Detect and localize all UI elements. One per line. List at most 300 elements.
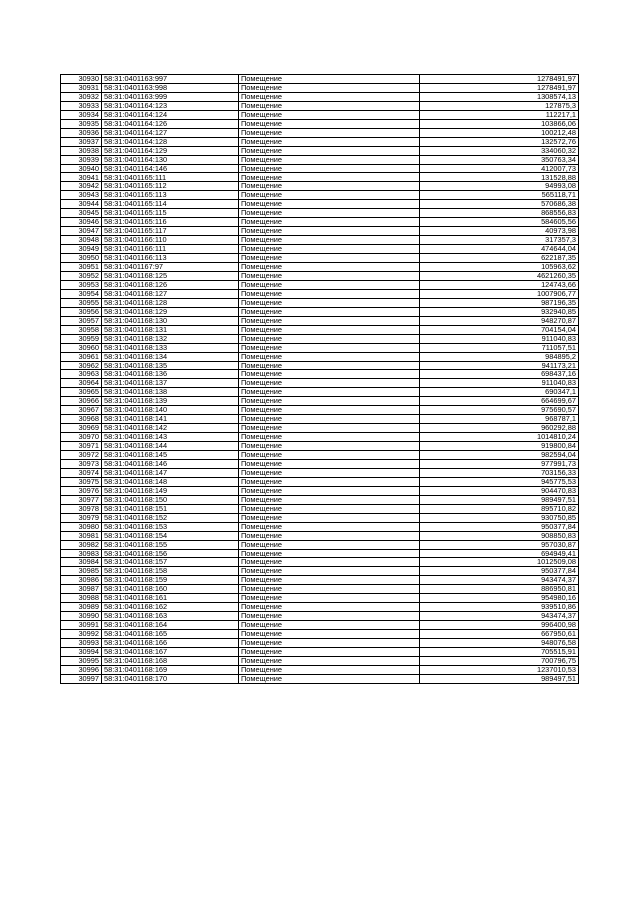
cadastral-number-cell: 58:31:0401163:997 — [102, 75, 239, 84]
object-type-cell: Помещение — [239, 361, 420, 370]
row-number-cell: 30995 — [61, 656, 102, 665]
cadastral-number-cell: 58:31:0401164:146 — [102, 164, 239, 173]
table-row — [61, 486, 579, 495]
table-row — [61, 585, 579, 594]
value-cell: 943474,37 — [420, 576, 579, 585]
cadastral-number-cell: 58:31:0401168:167 — [102, 648, 239, 657]
value-cell: 132572,76 — [420, 137, 579, 146]
row-number-cell: 30982 — [61, 540, 102, 549]
value-cell: 987196,35 — [420, 298, 579, 307]
table-row — [61, 397, 579, 406]
table-row — [61, 459, 579, 468]
object-type-cell: Помещение — [239, 603, 420, 612]
table-row — [61, 128, 579, 137]
table-row — [61, 656, 579, 665]
row-number-cell: 30936 — [61, 128, 102, 137]
object-type-cell: Помещение — [239, 549, 420, 558]
object-type-cell: Помещение — [239, 155, 420, 164]
cadastral-number-cell: 58:31:0401168:128 — [102, 298, 239, 307]
row-number-cell: 30952 — [61, 271, 102, 280]
value-cell: 105963,62 — [420, 263, 579, 272]
table-row — [61, 155, 579, 164]
cadastral-number-cell: 58:31:0401168:159 — [102, 576, 239, 585]
cadastral-number-cell: 58:31:0401164:129 — [102, 146, 239, 155]
row-number-cell: 30979 — [61, 513, 102, 522]
object-type-cell: Помещение — [239, 594, 420, 603]
cadastral-number-cell: 58:31:0401168:153 — [102, 522, 239, 531]
object-type-cell: Помещение — [239, 630, 420, 639]
value-cell: 703156,33 — [420, 468, 579, 477]
row-number-cell: 30970 — [61, 433, 102, 442]
row-number-cell: 30933 — [61, 101, 102, 110]
row-number-cell: 30949 — [61, 245, 102, 254]
value-cell: 886950,81 — [420, 585, 579, 594]
row-number-cell: 30955 — [61, 298, 102, 307]
table-row — [61, 415, 579, 424]
cadastral-number-cell: 58:31:0401164:123 — [102, 101, 239, 110]
object-type-cell: Помещение — [239, 567, 420, 576]
object-type-cell: Помещение — [239, 137, 420, 146]
registry-table-body — [61, 75, 579, 684]
value-cell: 334060,32 — [420, 146, 579, 155]
row-number-cell: 30935 — [61, 119, 102, 128]
row-number-cell: 30985 — [61, 567, 102, 576]
object-type-cell: Помещение — [239, 576, 420, 585]
row-number-cell: 30950 — [61, 254, 102, 263]
table-row — [61, 182, 579, 191]
object-type-cell: Помещение — [239, 164, 420, 173]
table-row — [61, 665, 579, 674]
table-row — [61, 370, 579, 379]
table-row — [61, 648, 579, 657]
value-cell: 977991,73 — [420, 459, 579, 468]
object-type-cell: Помещение — [239, 245, 420, 254]
row-number-cell: 30938 — [61, 146, 102, 155]
value-cell: 941173,21 — [420, 361, 579, 370]
object-type-cell: Помещение — [239, 468, 420, 477]
cadastral-number-cell: 58:31:0401168:158 — [102, 567, 239, 576]
table-row — [61, 298, 579, 307]
object-type-cell: Помещение — [239, 227, 420, 236]
cadastral-number-cell: 58:31:0401168:134 — [102, 352, 239, 361]
row-number-cell: 30942 — [61, 182, 102, 191]
table-row — [61, 263, 579, 272]
value-cell: 960292,88 — [420, 424, 579, 433]
value-cell: 705515,91 — [420, 648, 579, 657]
value-cell: 474644,04 — [420, 245, 579, 254]
table-row — [61, 495, 579, 504]
object-type-cell: Помещение — [239, 92, 420, 101]
cadastral-number-cell: 58:31:0401168:133 — [102, 343, 239, 352]
value-cell: 412007,73 — [420, 164, 579, 173]
object-type-cell: Помещение — [239, 110, 420, 119]
cadastral-number-cell: 58:31:0401168:161 — [102, 594, 239, 603]
table-row — [61, 218, 579, 227]
table-row — [61, 137, 579, 146]
object-type-cell: Помещение — [239, 200, 420, 209]
table-row — [61, 173, 579, 182]
document-page — [60, 74, 578, 684]
object-type-cell: Помещение — [239, 397, 420, 406]
cadastral-number-cell: 58:31:0401168:155 — [102, 540, 239, 549]
row-number-cell: 30986 — [61, 576, 102, 585]
cadastral-number-cell: 58:31:0401168:139 — [102, 397, 239, 406]
object-type-cell: Помещение — [239, 406, 420, 415]
table-row — [61, 307, 579, 316]
cadastral-number-cell: 58:31:0401164:130 — [102, 155, 239, 164]
value-cell: 950377,84 — [420, 567, 579, 576]
table-row — [61, 191, 579, 200]
value-cell: 945775,53 — [420, 477, 579, 486]
row-number-cell: 30954 — [61, 289, 102, 298]
object-type-cell: Помещение — [239, 263, 420, 272]
object-type-cell: Помещение — [239, 101, 420, 110]
cadastral-number-cell: 58:31:0401165:114 — [102, 200, 239, 209]
table-row — [61, 477, 579, 486]
cadastral-number-cell: 58:31:0401168:131 — [102, 325, 239, 334]
row-number-cell: 30937 — [61, 137, 102, 146]
row-number-cell: 30932 — [61, 92, 102, 101]
cadastral-number-cell: 58:31:0401168:149 — [102, 486, 239, 495]
value-cell: 1278491,97 — [420, 83, 579, 92]
table-row — [61, 612, 579, 621]
cadastral-number-cell: 58:31:0401168:125 — [102, 271, 239, 280]
cadastral-number-cell: 58:31:0401168:154 — [102, 531, 239, 540]
table-row — [61, 110, 579, 119]
table-row — [61, 549, 579, 558]
cadastral-number-cell: 58:31:0401168:141 — [102, 415, 239, 424]
value-cell: 930750,85 — [420, 513, 579, 522]
object-type-cell: Помещение — [239, 513, 420, 522]
registry-table — [60, 74, 579, 684]
object-type-cell: Помещение — [239, 558, 420, 567]
cadastral-number-cell: 58:31:0401165:115 — [102, 209, 239, 218]
cadastral-number-cell: 58:31:0401168:170 — [102, 674, 239, 683]
table-row — [61, 639, 579, 648]
row-number-cell: 30957 — [61, 316, 102, 325]
cadastral-number-cell: 58:31:0401168:129 — [102, 307, 239, 316]
object-type-cell: Помещение — [239, 388, 420, 397]
table-row — [61, 558, 579, 567]
value-cell: 704154,04 — [420, 325, 579, 334]
table-row — [61, 576, 579, 585]
value-cell: 911040,83 — [420, 334, 579, 343]
table-row — [61, 236, 579, 245]
table-row — [61, 271, 579, 280]
value-cell: 948270,87 — [420, 316, 579, 325]
object-type-cell: Помещение — [239, 254, 420, 263]
value-cell: 40973,98 — [420, 227, 579, 236]
row-number-cell: 30966 — [61, 397, 102, 406]
cadastral-number-cell: 58:31:0401168:152 — [102, 513, 239, 522]
table-row — [61, 361, 579, 370]
value-cell: 904470,83 — [420, 486, 579, 495]
row-number-cell: 30971 — [61, 442, 102, 451]
value-cell: 968787,1 — [420, 415, 579, 424]
object-type-cell: Помещение — [239, 119, 420, 128]
object-type-cell: Помещение — [239, 128, 420, 137]
value-cell: 100212,48 — [420, 128, 579, 137]
table-row — [61, 101, 579, 110]
table-row — [61, 442, 579, 451]
cadastral-number-cell: 58:31:0401168:142 — [102, 424, 239, 433]
object-type-cell: Помещение — [239, 280, 420, 289]
object-type-cell: Помещение — [239, 486, 420, 495]
table-row — [61, 468, 579, 477]
row-number-cell: 30968 — [61, 415, 102, 424]
cadastral-number-cell: 58:31:0401168:163 — [102, 612, 239, 621]
table-row — [61, 343, 579, 352]
value-cell: 622187,35 — [420, 254, 579, 263]
object-type-cell: Помещение — [239, 75, 420, 84]
table-row — [61, 316, 579, 325]
value-cell: 984895,2 — [420, 352, 579, 361]
object-type-cell: Помещение — [239, 522, 420, 531]
table-row — [61, 200, 579, 209]
object-type-cell: Помещение — [239, 612, 420, 621]
cadastral-number-cell: 58:31:0401168:169 — [102, 665, 239, 674]
value-cell: 943474,37 — [420, 612, 579, 621]
object-type-cell: Помещение — [239, 585, 420, 594]
cadastral-number-cell: 58:31:0401168:140 — [102, 406, 239, 415]
row-number-cell: 30967 — [61, 406, 102, 415]
row-number-cell: 30989 — [61, 603, 102, 612]
row-number-cell: 30959 — [61, 334, 102, 343]
row-number-cell: 30974 — [61, 468, 102, 477]
cadastral-number-cell: 58:31:0401168:160 — [102, 585, 239, 594]
cadastral-number-cell: 58:31:0401164:126 — [102, 119, 239, 128]
value-cell: 124743,66 — [420, 280, 579, 289]
value-cell: 4621260,35 — [420, 271, 579, 280]
row-number-cell: 30939 — [61, 155, 102, 164]
value-cell: 570686,38 — [420, 200, 579, 209]
value-cell: 94993,08 — [420, 182, 579, 191]
row-number-cell: 30940 — [61, 164, 102, 173]
cadastral-number-cell: 58:31:0401164:128 — [102, 137, 239, 146]
value-cell: 565118,71 — [420, 191, 579, 200]
object-type-cell: Помещение — [239, 379, 420, 388]
object-type-cell: Помещение — [239, 236, 420, 245]
cadastral-number-cell: 58:31:0401168:130 — [102, 316, 239, 325]
cadastral-number-cell: 58:31:0401164:124 — [102, 110, 239, 119]
table-row — [61, 621, 579, 630]
row-number-cell: 30978 — [61, 504, 102, 513]
cadastral-number-cell: 58:31:0401163:998 — [102, 83, 239, 92]
table-row — [61, 513, 579, 522]
object-type-cell: Помещение — [239, 289, 420, 298]
object-type-cell: Помещение — [239, 325, 420, 334]
table-row — [61, 424, 579, 433]
value-cell: 690347,1 — [420, 388, 579, 397]
row-number-cell: 30930 — [61, 75, 102, 84]
value-cell: 975690,57 — [420, 406, 579, 415]
value-cell: 996400,98 — [420, 621, 579, 630]
cadastral-number-cell: 58:31:0401168:168 — [102, 656, 239, 665]
cadastral-number-cell: 58:31:0401168:145 — [102, 451, 239, 460]
cadastral-number-cell: 58:31:0401168:162 — [102, 603, 239, 612]
table-row — [61, 504, 579, 513]
row-number-cell: 30990 — [61, 612, 102, 621]
cadastral-number-cell: 58:31:0401168:135 — [102, 361, 239, 370]
value-cell: 954980,16 — [420, 594, 579, 603]
cadastral-number-cell: 58:31:0401166:110 — [102, 236, 239, 245]
value-cell: 911040,83 — [420, 379, 579, 388]
cadastral-number-cell: 58:31:0401166:111 — [102, 245, 239, 254]
object-type-cell: Помещение — [239, 352, 420, 361]
value-cell: 664699,67 — [420, 397, 579, 406]
value-cell: 112217,1 — [420, 110, 579, 119]
cadastral-number-cell: 58:31:0401168:156 — [102, 549, 239, 558]
object-type-cell: Помещение — [239, 316, 420, 325]
value-cell: 127875,3 — [420, 101, 579, 110]
object-type-cell: Помещение — [239, 307, 420, 316]
row-number-cell: 30992 — [61, 630, 102, 639]
cadastral-number-cell: 58:31:0401165:113 — [102, 191, 239, 200]
object-type-cell: Помещение — [239, 334, 420, 343]
value-cell: 957030,87 — [420, 540, 579, 549]
row-number-cell: 30964 — [61, 379, 102, 388]
object-type-cell: Помещение — [239, 424, 420, 433]
object-type-cell: Помещение — [239, 504, 420, 513]
table-row — [61, 92, 579, 101]
row-number-cell: 30977 — [61, 495, 102, 504]
table-row — [61, 245, 579, 254]
value-cell: 1012509,08 — [420, 558, 579, 567]
object-type-cell: Помещение — [239, 451, 420, 460]
row-number-cell: 30997 — [61, 674, 102, 683]
table-row — [61, 75, 579, 84]
cadastral-number-cell: 58:31:0401168:146 — [102, 459, 239, 468]
table-row — [61, 531, 579, 540]
row-number-cell: 30987 — [61, 585, 102, 594]
value-cell: 1278491,97 — [420, 75, 579, 84]
row-number-cell: 30980 — [61, 522, 102, 531]
table-row — [61, 433, 579, 442]
value-cell: 948076,58 — [420, 639, 579, 648]
object-type-cell: Помещение — [239, 433, 420, 442]
row-number-cell: 30963 — [61, 370, 102, 379]
table-row — [61, 540, 579, 549]
cadastral-number-cell: 58:31:0401168:166 — [102, 639, 239, 648]
value-cell: 989497,51 — [420, 674, 579, 683]
value-cell: 908850,83 — [420, 531, 579, 540]
value-cell: 1007906,77 — [420, 289, 579, 298]
object-type-cell: Помещение — [239, 343, 420, 352]
table-row — [61, 146, 579, 155]
object-type-cell: Помещение — [239, 83, 420, 92]
object-type-cell: Помещение — [239, 298, 420, 307]
cadastral-number-cell: 58:31:0401168:151 — [102, 504, 239, 513]
cadastral-number-cell: 58:31:0401168:127 — [102, 289, 239, 298]
cadastral-number-cell: 58:31:0401168:137 — [102, 379, 239, 388]
cadastral-number-cell: 58:31:0401168:138 — [102, 388, 239, 397]
row-number-cell: 30981 — [61, 531, 102, 540]
value-cell: 584605,56 — [420, 218, 579, 227]
table-row — [61, 674, 579, 683]
row-number-cell: 30934 — [61, 110, 102, 119]
value-cell: 317357,3 — [420, 236, 579, 245]
object-type-cell: Помещение — [239, 621, 420, 630]
cadastral-number-cell: 58:31:0401168:150 — [102, 495, 239, 504]
table-row — [61, 289, 579, 298]
cadastral-number-cell: 58:31:0401168:144 — [102, 442, 239, 451]
row-number-cell: 30965 — [61, 388, 102, 397]
table-row — [61, 630, 579, 639]
table-row — [61, 603, 579, 612]
value-cell: 868556,83 — [420, 209, 579, 218]
cadastral-number-cell: 58:31:0401167:97 — [102, 263, 239, 272]
cadastral-number-cell: 58:31:0401166:113 — [102, 254, 239, 263]
value-cell: 711057,51 — [420, 343, 579, 352]
value-cell: 700796,75 — [420, 656, 579, 665]
object-type-cell: Помещение — [239, 531, 420, 540]
table-row — [61, 325, 579, 334]
cadastral-number-cell: 58:31:0401165:111 — [102, 173, 239, 182]
row-number-cell: 30931 — [61, 83, 102, 92]
cadastral-number-cell: 58:31:0401168:147 — [102, 468, 239, 477]
row-number-cell: 30991 — [61, 621, 102, 630]
object-type-cell: Помещение — [239, 495, 420, 504]
table-row — [61, 379, 579, 388]
value-cell: 989497,51 — [420, 495, 579, 504]
object-type-cell: Помещение — [239, 477, 420, 486]
row-number-cell: 30994 — [61, 648, 102, 657]
cadastral-number-cell: 58:31:0401168:165 — [102, 630, 239, 639]
row-number-cell: 30944 — [61, 200, 102, 209]
table-row — [61, 567, 579, 576]
cadastral-number-cell: 58:31:0401168:126 — [102, 280, 239, 289]
cadastral-number-cell: 58:31:0401165:116 — [102, 218, 239, 227]
table-row — [61, 451, 579, 460]
row-number-cell: 30945 — [61, 209, 102, 218]
row-number-cell: 30983 — [61, 549, 102, 558]
value-cell: 1014810,24 — [420, 433, 579, 442]
cadastral-number-cell: 58:31:0401164:127 — [102, 128, 239, 137]
row-number-cell: 30976 — [61, 486, 102, 495]
value-cell: 1237010,53 — [420, 665, 579, 674]
row-number-cell: 30946 — [61, 218, 102, 227]
row-number-cell: 30962 — [61, 361, 102, 370]
table-row — [61, 209, 579, 218]
row-number-cell: 30941 — [61, 173, 102, 182]
object-type-cell: Помещение — [239, 540, 420, 549]
cadastral-number-cell: 58:31:0401168:164 — [102, 621, 239, 630]
table-row — [61, 254, 579, 263]
row-number-cell: 30973 — [61, 459, 102, 468]
cadastral-number-cell: 58:31:0401168:148 — [102, 477, 239, 486]
row-number-cell: 30993 — [61, 639, 102, 648]
value-cell: 1308574,13 — [420, 92, 579, 101]
row-number-cell: 30975 — [61, 477, 102, 486]
table-row — [61, 83, 579, 92]
table-row — [61, 280, 579, 289]
object-type-cell: Помещение — [239, 146, 420, 155]
row-number-cell: 30956 — [61, 307, 102, 316]
value-cell: 939510,86 — [420, 603, 579, 612]
value-cell: 350763,34 — [420, 155, 579, 164]
row-number-cell: 30948 — [61, 236, 102, 245]
object-type-cell: Помещение — [239, 415, 420, 424]
object-type-cell: Помещение — [239, 209, 420, 218]
value-cell: 694949,41 — [420, 549, 579, 558]
value-cell: 932940,85 — [420, 307, 579, 316]
value-cell: 919800,84 — [420, 442, 579, 451]
row-number-cell: 30947 — [61, 227, 102, 236]
table-row — [61, 388, 579, 397]
row-number-cell: 30960 — [61, 343, 102, 352]
table-row — [61, 227, 579, 236]
object-type-cell: Помещение — [239, 648, 420, 657]
